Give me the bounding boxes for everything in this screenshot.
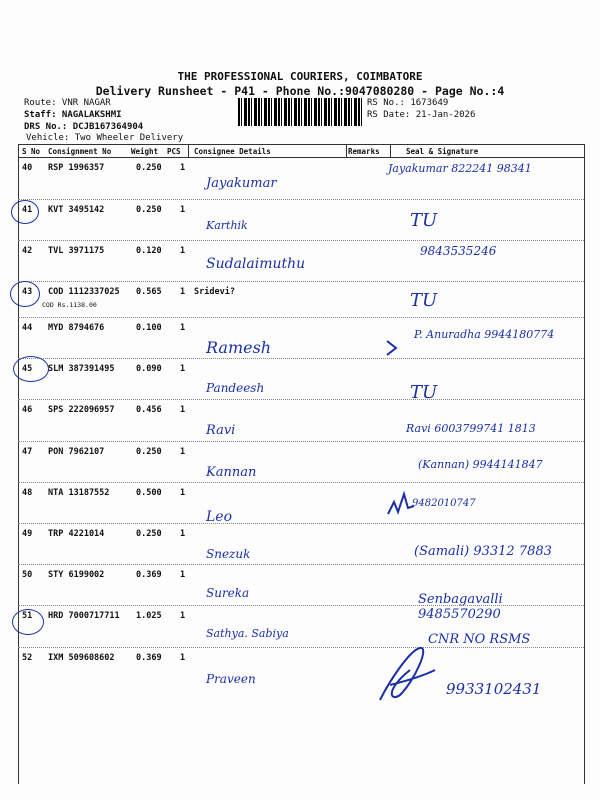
row-signature: (Kannan) 9944141847 — [418, 458, 543, 471]
col-weight: Weight — [131, 147, 159, 156]
ink-circle-row-41 — [11, 200, 39, 224]
row-consignee-handwritten: Sudalaimuthu — [206, 256, 306, 272]
row-cod-note: COD Rs.1138.00 — [42, 301, 97, 309]
row-consignment: IXM 509608602 — [48, 653, 115, 663]
row-signature: 9933102431 — [446, 680, 542, 698]
row-signature: P. Anuradha 9944180774 — [414, 328, 555, 341]
row-signature: (Samali) 93312 7883 — [414, 544, 552, 559]
row-weight: 0.120 — [136, 246, 162, 256]
row-consignment: RSP 1996357 — [48, 163, 105, 173]
row-divider — [18, 564, 584, 565]
row-pcs: 1 — [180, 611, 186, 621]
row-weight: 0.250 — [136, 205, 162, 215]
row-pcs: 1 — [180, 205, 186, 215]
row-pcs: 1 — [180, 570, 186, 580]
row-weight: 0.090 — [136, 364, 162, 374]
col-seal: Seal & Signature — [406, 147, 479, 156]
row-pcs: 1 — [180, 488, 186, 498]
row-pcs: 1 — [180, 653, 186, 663]
ink-circle-row-43 — [10, 281, 40, 307]
row-weight: 0.565 — [136, 287, 162, 297]
vehicle-info: Vehicle: Two Wheeler Delivery — [26, 133, 184, 143]
col-pcs: PCS — [167, 147, 181, 156]
row-weight: 0.456 — [136, 405, 162, 415]
row-consignee-handwritten: Kannan — [206, 465, 257, 480]
row-sno: 43 — [22, 287, 33, 297]
col-consignee: Consignee Details — [194, 147, 271, 156]
row-consignment: STY 6199002 — [48, 570, 105, 580]
row-consignee-handwritten: Sureka — [206, 586, 250, 600]
drs-info: DRS No.: DCJB167364904 — [24, 122, 144, 132]
signature-scribble-icon — [370, 640, 440, 710]
row-consignment: COD 1112337025 — [48, 287, 120, 297]
row-divider — [18, 317, 584, 318]
row-pcs: 1 — [180, 364, 186, 374]
row-consignee-handwritten: Ravi — [206, 423, 236, 438]
row-sno: 50 — [22, 570, 33, 580]
row-signature: CNR NO RSMS — [428, 632, 531, 647]
row-consignment: HRD 7000717711 — [48, 611, 120, 621]
col-remarks: Remarks — [348, 147, 380, 156]
row-signature: Senbagavalli 9485570290 — [418, 592, 503, 622]
col-sno: S No — [22, 147, 41, 156]
barcode — [238, 98, 364, 126]
col-consignment: Consignment No — [48, 147, 112, 156]
row-sno: 40 — [22, 163, 33, 173]
row-sno: 46 — [22, 405, 33, 415]
row-signature: 9843535246 — [420, 244, 497, 258]
row-weight: 1.025 — [136, 611, 162, 621]
row-divider — [18, 647, 584, 648]
row-weight: 0.500 — [136, 488, 162, 498]
table-top-rule — [18, 144, 584, 145]
row-consignee-printed: Sridevi? — [194, 287, 235, 297]
row-weight: 0.250 — [136, 529, 162, 539]
row-divider — [18, 199, 584, 200]
row-pcs: 1 — [180, 287, 186, 297]
ink-circle-row-51 — [12, 609, 44, 635]
row-consignment: MYD 8794676 — [48, 323, 105, 333]
row-pcs: 1 — [180, 163, 186, 173]
row-consignment: KVT 3495142 — [48, 205, 105, 215]
row-consignment: SLM 387391495 — [48, 364, 115, 374]
row-signature: TU — [410, 290, 438, 311]
row-consignment: SPS 222096957 — [48, 405, 115, 415]
row-sno: 48 — [22, 488, 33, 498]
row-consignee-handwritten: Praveen — [206, 672, 256, 686]
row-divider — [18, 399, 584, 400]
row-sno: 51 — [22, 611, 33, 621]
row-weight: 0.369 — [136, 570, 162, 580]
row-divider — [18, 523, 584, 524]
arrow-mark-icon — [384, 338, 404, 358]
row-consignment: TRP 4221014 — [48, 529, 105, 539]
row-divider — [18, 240, 584, 241]
row-pcs: 1 — [180, 405, 186, 415]
row-sno: 52 — [22, 653, 33, 663]
row-divider — [18, 281, 584, 282]
row-weight: 0.250 — [136, 163, 162, 173]
row-sno: 44 — [22, 323, 33, 333]
row-divider — [18, 358, 584, 359]
row-pcs: 1 — [180, 323, 186, 333]
row-consignee-handwritten: Ramesh — [206, 338, 272, 357]
row-weight: 0.369 — [136, 653, 162, 663]
row-pcs: 1 — [180, 447, 186, 457]
ink-circle-row-45 — [13, 356, 49, 382]
row-signature: TU — [410, 210, 438, 231]
row-divider — [18, 482, 584, 483]
rs-number: RS No.: 1673649 — [367, 98, 449, 108]
staff-info: Staff: NAGALAKSHMI — [24, 110, 122, 120]
table-header-rule — [18, 157, 584, 158]
row-consignee-handwritten: Leo — [206, 509, 233, 525]
row-divider — [18, 605, 584, 606]
row-divider — [18, 441, 584, 442]
signature-mark-icon — [384, 488, 418, 522]
row-consignee-handwritten: Jayakumar — [206, 176, 277, 191]
row-consignment: TVL 3971175 — [48, 246, 105, 256]
row-signature: Ravi 6003799741 1813 — [406, 422, 536, 435]
row-consignee-handwritten: Snezuk — [206, 547, 251, 561]
row-consignment: NTA 13187552 — [48, 488, 110, 498]
row-weight: 0.100 — [136, 323, 162, 333]
runsheet-subtitle: Delivery Runsheet - P41 - Phone No.:9047080280 - Page No.:4 — [95, 84, 505, 98]
row-sno: 42 — [22, 246, 33, 256]
row-consignee-handwritten: Pandeesh — [206, 381, 265, 395]
row-sno: 41 — [22, 205, 33, 215]
company-title: THE PROFESSIONAL COURIERS, COIMBATORE — [177, 70, 423, 83]
row-signature: 9482010747 — [412, 498, 476, 509]
row-pcs: 1 — [180, 246, 186, 256]
row-consignee-handwritten: Karthik — [206, 219, 248, 232]
row-sno: 49 — [22, 529, 33, 539]
route-info: Route: VNR NAGAR — [24, 98, 111, 108]
row-sno: 45 — [22, 364, 33, 374]
row-consignment: PON 7962107 — [48, 447, 105, 457]
row-signature: Jayakumar 822241 98341 — [388, 162, 532, 175]
row-sno: 47 — [22, 447, 33, 457]
rs-date: RS Date: 21-Jan-2026 — [367, 110, 476, 120]
row-signature: TU — [410, 382, 438, 403]
row-consignee-handwritten: Sathya. Sabiya — [206, 627, 289, 640]
row-pcs: 1 — [180, 529, 186, 539]
row-weight: 0.250 — [136, 447, 162, 457]
